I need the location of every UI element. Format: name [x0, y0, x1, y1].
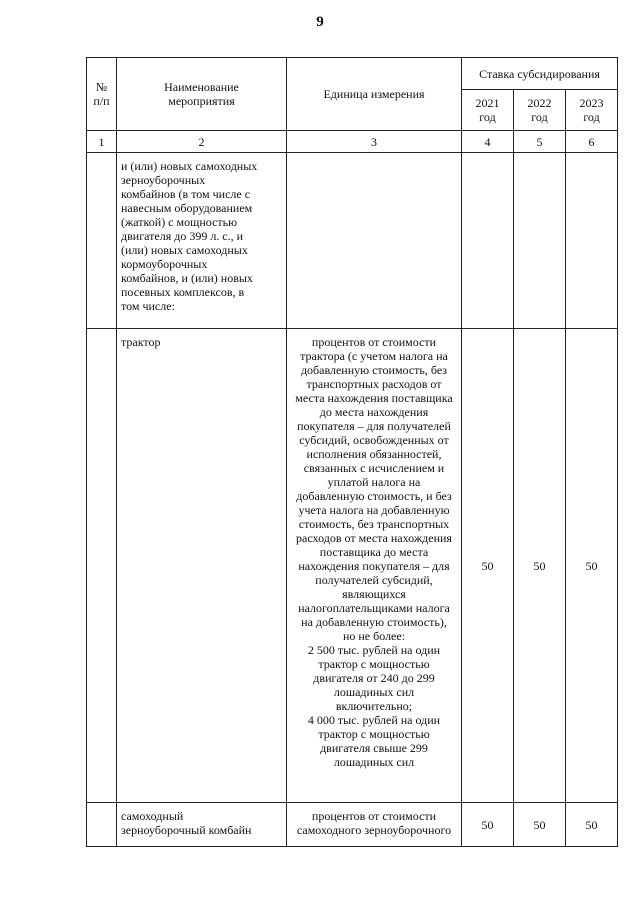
row-num [87, 329, 117, 803]
column-number: 2 [117, 131, 287, 153]
row-value-2022: 50 [514, 803, 566, 847]
row-unit [287, 153, 462, 329]
header-row [87, 58, 618, 90]
row-unit: процентов от стоимости самоходного зерноуборочного [287, 803, 462, 847]
column-numbers-row [87, 131, 618, 153]
row-unit: процентов от стоимости трактора (с учетом налога на добавленную стоимость, без транспортных расходов от места нахождения поставщика до места нахождения покупателя – для получателей субсидий, освобожденных от исполнения обязанностей, связанных с исчислением и уплатой налога на добавленную стоимость, и без учета налога на добавленную стоимость, без транспортных расходов от места нахождения поставщика до места нахождения покупателя – для получателей субсидий, являющихся налогоплательщиками налога на добавленную стоимость), но не более: 2 500 тыс. рублей на один трактор с мощностью двигателя от 240 до 299 лошадиных сил включительно; 4 000 тыс. рублей на один трактор с мощностью двигателя свыше 299 лошадиных сил [287, 329, 462, 803]
row-value-2021: 50 [462, 803, 514, 847]
row-value-2023: 50 [566, 803, 618, 847]
column-number: 3 [287, 131, 462, 153]
row-value-2022 [514, 153, 566, 329]
row-name: самоходный зерноуборочный комбайн [117, 803, 287, 847]
row-name: трактор [117, 329, 287, 803]
row-num [87, 803, 117, 847]
header-year-2023: 2023 год [566, 90, 618, 131]
header-year-2021: 2021 год [462, 90, 514, 131]
column-number: 6 [566, 131, 618, 153]
header-unit: Единица измерения [287, 58, 462, 131]
column-number: 5 [514, 131, 566, 153]
column-number: 1 [87, 131, 117, 153]
row-value-2021: 50 [462, 329, 514, 803]
subsidy-table [86, 57, 618, 847]
header-name: Наименование мероприятия [117, 58, 287, 131]
table-row [87, 329, 618, 803]
column-number: 4 [462, 131, 514, 153]
header-num: № п/п [87, 58, 117, 131]
table-row [87, 803, 618, 847]
header-year-2022: 2022 год [514, 90, 566, 131]
row-value-2022: 50 [514, 329, 566, 803]
page-number: 9 [316, 14, 324, 30]
header-rate: Ставка субсидирования [462, 58, 618, 90]
row-value-2021 [462, 153, 514, 329]
row-name: и (или) новых самоходных зерноуборочных комбайнов (в том числе с навесным оборудованием (жаткой) с мощностью двигателя до 399 л. с., и (или) новых самоходных кормоуборочных комбайнов, и (или) новых посевных комплексов, в том числе: [117, 153, 287, 329]
row-value-2023 [566, 153, 618, 329]
row-num [87, 153, 117, 329]
table-row [87, 153, 618, 329]
row-value-2023: 50 [566, 329, 618, 803]
